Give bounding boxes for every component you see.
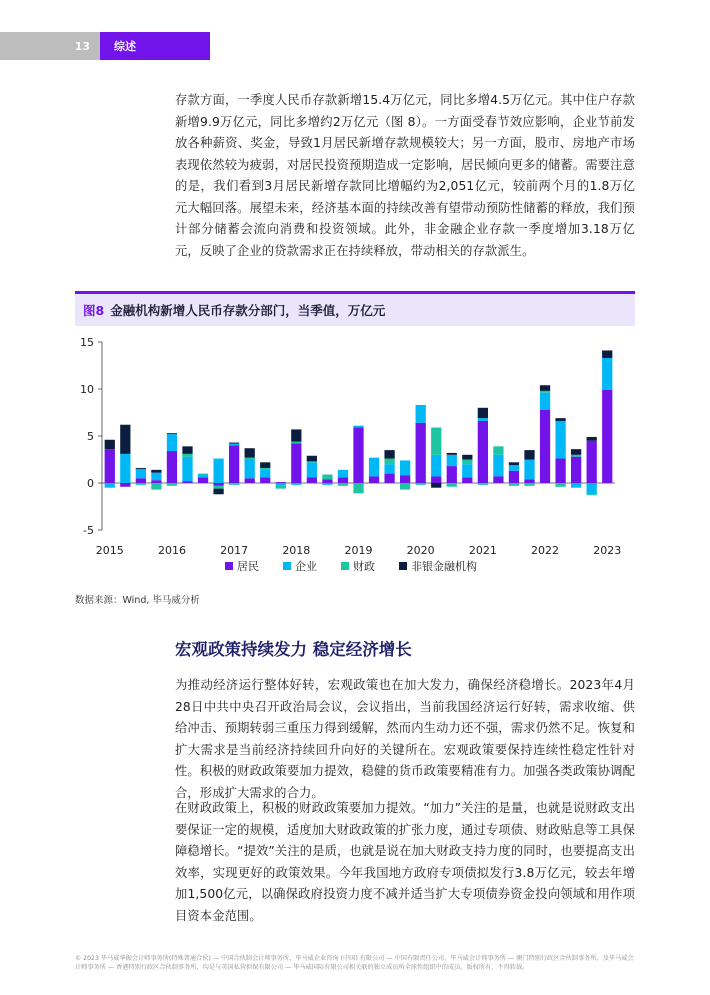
bar-fiscal: [555, 483, 565, 487]
legend-label: 非银金融机构: [411, 560, 477, 573]
bar-resident: [447, 466, 457, 483]
bar-enterprise: [229, 444, 239, 446]
bar-resident: [353, 428, 363, 483]
bar-enterprise: [369, 458, 379, 477]
x-tick-label: 2023: [593, 544, 622, 557]
bar-fiscal: [229, 483, 239, 485]
bar-nonbank: [167, 433, 177, 434]
bar-fiscal: [540, 391, 550, 393]
bar-resident: [400, 475, 410, 483]
bar-enterprise: [478, 418, 488, 421]
bar-nonbank: [245, 448, 255, 457]
bar-fiscal: [245, 458, 255, 460]
section-heading: 宏观政策持续发力 稳定经济增长: [175, 640, 412, 659]
bar-enterprise: [493, 455, 503, 477]
bar-fiscal: [291, 442, 301, 444]
bar-resident: [338, 477, 348, 483]
bar-fiscal: [493, 446, 503, 454]
bar-enterprise: [431, 455, 441, 477]
bar-resident: [478, 421, 488, 483]
bar-resident: [555, 459, 565, 483]
bar-resident: [587, 441, 597, 483]
bar-enterprise: [322, 483, 332, 485]
y-tick-label: 15: [80, 336, 94, 349]
bar-resident: [524, 479, 534, 483]
bar-enterprise: [151, 473, 161, 481]
bar-resident: [571, 457, 581, 483]
bar-fiscal: [509, 483, 519, 486]
bar-nonbank: [555, 418, 565, 421]
legend-swatch: [341, 562, 349, 570]
bar-enterprise: [462, 464, 472, 477]
data-source: 数据来源：Wind, 毕马威分析: [75, 595, 200, 606]
bar-fiscal: [167, 483, 177, 486]
bar-nonbank: [182, 446, 192, 454]
bar-resident: [198, 477, 208, 483]
bar-resident: [369, 476, 379, 483]
legend-label: 企业: [295, 560, 317, 573]
x-tick-label: 2017: [220, 544, 249, 557]
bar-enterprise: [276, 483, 286, 486]
bar-fiscal: [524, 483, 534, 486]
deposit-chart: [75, 330, 635, 585]
bar-resident: [167, 451, 177, 483]
bar-resident: [229, 445, 239, 483]
bar-enterprise: [400, 460, 410, 475]
bar-nonbank: [291, 429, 301, 441]
legend-swatch: [283, 562, 291, 570]
bar-resident: [151, 480, 161, 483]
bar-enterprise: [416, 405, 426, 423]
bar-enterprise: [447, 455, 457, 466]
paragraph-fiscal-policy: 在财政政策上，积极的财政政策要加力提效。“加力”关注的是量，也就是说财政支出要保证一定的规模，适度加大财政政策的扩张力度，通过专项债、财政贴息等工具保障稳增长。“提效”关注的是质，也就是说在加大财政支持力度的同时，也要提高支出效率，实现更好的政策效果。今年我国地方政府专项债拟发行3.8万亿元，较去年增加1,500亿元，以确保政府投资力度不减并适当扩大专项债券资金投向领域和用作项目资本金范围。: [175, 801, 635, 923]
bar-enterprise: [524, 460, 534, 480]
bar-resident: [260, 477, 270, 483]
bar-enterprise: [587, 483, 597, 494]
bar-nonbank: [136, 468, 146, 469]
bar-resident: [322, 479, 332, 483]
bar-enterprise: [555, 421, 565, 459]
x-tick-label: 2016: [157, 544, 186, 557]
bar-fiscal: [587, 494, 597, 495]
bar-enterprise: [571, 483, 581, 488]
bar-resident: [136, 478, 146, 483]
bar-resident: [509, 471, 519, 483]
bar-enterprise: [602, 358, 612, 390]
bar-enterprise: [509, 465, 519, 471]
bar-resident: [540, 410, 550, 483]
bar-nonbank: [509, 462, 519, 465]
bar-nonbank: [447, 453, 457, 455]
figure-title: 金融机构新增人民币存款分部门，当季值，万亿元: [110, 303, 386, 318]
bar-resident: [602, 390, 612, 483]
bar-enterprise: [136, 469, 146, 478]
bar-enterprise: [540, 393, 550, 410]
bar-fiscal: [353, 483, 363, 493]
bar-resident: [182, 481, 192, 483]
x-tick-label: 2015: [95, 544, 124, 557]
x-tick-label: 2019: [344, 544, 373, 557]
bar-enterprise: [338, 470, 348, 478]
bar-fiscal: [416, 483, 426, 485]
bar-resident: [105, 449, 115, 483]
bar-enterprise: [353, 426, 363, 428]
bar-enterprise: [291, 483, 301, 485]
bar-fiscal: [136, 483, 146, 485]
bar-resident: [120, 483, 130, 487]
bar-enterprise: [198, 475, 208, 478]
copyright-footer: © 2023 毕马威华振会计师事务所(特殊普通合伙) — 中国合伙制会计师事务所，毕马威企业咨询 (中国) 有限公司 — 中国有限责任公司，毕马威会计师事务所 — 澳门特别行政区合伙制事务所，及毕马威会计师事务所 — 香港特别行政区合伙制事务所，均是与英国私营担保有限公司 — 毕马威国际有限公司相关联的独立成员所全球性组织中的成员。版权所有，不得转载。: [75, 955, 634, 971]
bar-nonbank: [384, 450, 394, 458]
bar-fiscal: [400, 483, 410, 490]
bar-fiscal: [276, 486, 286, 489]
legend-swatch: [399, 562, 407, 570]
bar-fiscal: [447, 483, 457, 487]
bar-resident: [213, 483, 223, 486]
y-tick-label: 0: [87, 477, 94, 490]
bar-resident: [245, 478, 255, 483]
bar-nonbank: [151, 470, 161, 473]
legend-swatch: [225, 562, 233, 570]
bar-fiscal: [338, 483, 348, 486]
bar-enterprise: [384, 464, 394, 473]
bar-nonbank: [540, 385, 550, 391]
bar-fiscal: [322, 475, 332, 480]
bar-fiscal: [571, 455, 581, 457]
bar-nonbank: [260, 462, 270, 468]
bar-nonbank: [462, 455, 472, 460]
bar-fiscal: [213, 486, 223, 489]
paragraph-macro-policy: 为推动经济运行整体好转，宏观政策也在加大发力，确保经济稳增长。2023年4月28日中共中央召开政治局会议，会议指出，当前我国经济运行好转，需求收缩、供给冲击、预期转弱三重压力得到缓解，然而内生动力还不强，需求仍然不足。恢复和扩大需求是当前经济持续回升向好的关键所在。宏观政策要保持连续性稳定性针对性。积极的财政政策要加力提效，稳健的货币政策要精准有力。加强各类政策协调配合，形成扩大需求的合力。: [175, 678, 635, 800]
bar-enterprise: [182, 457, 192, 481]
legend-label: 财政: [353, 560, 375, 573]
paragraph-deposits: 存款方面，一季度人民币存款新增15.4万亿元，同比多增4.5万亿元。其中住户存款新增9.9万亿元，同比多增约2万亿元（图 8）。一方面受春节效应影响，企业节前发放各种薪资、奖金，导致1月居民新增存款规模较大；另一方面，股市、房地产市场表现依然较为疲弱，对居民投资预期造成一定影响，居民倾向更多的储蓄。需要注意的是，我们看到3月居民新增存款同比增幅约为2,051亿元，较前两个月的1.8万亿元大幅回落。展望未来，经济基本面的持续改善有望带动预防性储蓄的释放，我们预计部分储蓄会流向消费和投资领域。此外，非金融企业存款一季度增加3.18万亿元，反映了企业的贷款需求正在持续释放，带动相关的存款派生。: [175, 93, 635, 258]
bar-nonbank: [524, 450, 534, 459]
bar-fiscal: [260, 468, 270, 470]
bar-enterprise: [167, 434, 177, 451]
bar-enterprise: [245, 460, 255, 479]
bar-fiscal: [478, 483, 488, 485]
bar-nonbank: [587, 437, 597, 441]
figure-title-bar: [75, 294, 635, 326]
bar-resident: [462, 477, 472, 483]
bar-fiscal: [151, 483, 161, 490]
bar-fiscal: [462, 460, 472, 465]
bar-resident: [416, 423, 426, 483]
figure-label: 图8: [83, 303, 105, 318]
y-tick-label: -5: [83, 524, 94, 537]
bar-fiscal: [431, 428, 441, 455]
bar-nonbank: [431, 483, 441, 488]
bar-enterprise: [307, 462, 317, 477]
bar-enterprise: [105, 483, 115, 488]
x-tick-label: 2022: [531, 544, 560, 557]
bar-nonbank: [307, 456, 317, 462]
legend-label: 居民: [237, 560, 259, 573]
bar-resident: [493, 476, 503, 483]
bar-fiscal: [182, 454, 192, 457]
x-tick-label: 2021: [468, 544, 497, 557]
y-tick-label: 5: [87, 430, 94, 443]
bar-nonbank: [478, 408, 488, 418]
x-tick-label: 2018: [282, 544, 311, 557]
section-label: 综述: [100, 32, 210, 60]
bar-resident: [291, 444, 301, 483]
bar-nonbank: [213, 489, 223, 495]
bar-nonbank: [120, 425, 130, 454]
bar-fiscal: [307, 461, 317, 462]
bar-resident: [307, 477, 317, 483]
bar-enterprise: [213, 459, 223, 483]
x-tick-label: 2020: [406, 544, 435, 557]
bar-resident: [431, 476, 441, 483]
bar-nonbank: [229, 443, 239, 444]
bar-enterprise: [260, 470, 270, 478]
bar-fiscal: [384, 459, 394, 465]
page-number: 13: [0, 32, 100, 60]
bar-enterprise: [120, 454, 130, 483]
y-tick-label: 10: [80, 383, 94, 396]
bar-fiscal: [198, 474, 208, 475]
bar-resident: [276, 482, 286, 483]
bar-resident: [384, 474, 394, 483]
bar-nonbank: [602, 350, 612, 358]
page-header: [0, 32, 210, 60]
bar-nonbank: [105, 440, 115, 449]
bar-nonbank: [571, 449, 581, 455]
